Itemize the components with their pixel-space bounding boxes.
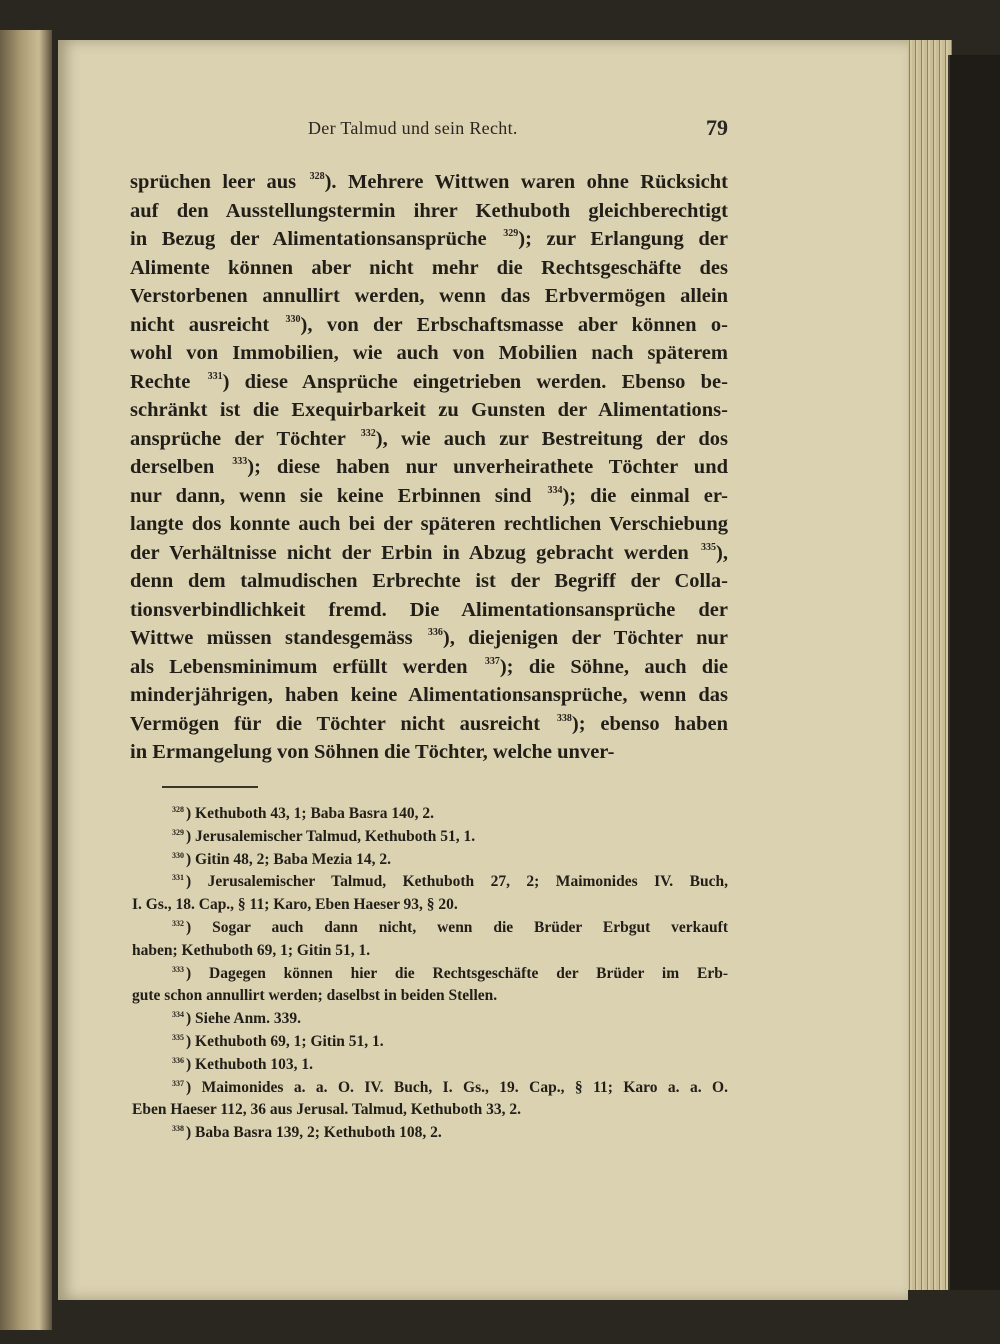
footnote-line xyxy=(132,1077,728,1100)
footnote-line xyxy=(132,1099,728,1122)
text-segment: nicht ausreicht xyxy=(130,313,284,336)
text-line xyxy=(130,311,728,340)
footnote-line xyxy=(132,849,728,872)
text-segment: in Bezug der Alimentationsansprüche xyxy=(130,228,502,250)
footnotes xyxy=(132,803,728,1145)
footnote-paren: ) xyxy=(186,873,208,891)
footnote-paren: ) xyxy=(186,964,209,982)
text-segment: Alimente können aber nicht mehr die Rechtsgeschäfte des xyxy=(130,256,728,279)
footnote-ref: 332 xyxy=(360,427,376,439)
footnote-text: Baba Basra 139, 2; Kethuboth 108, 2. xyxy=(195,1124,442,1142)
footnote-text: Gitin 48, 2; Baba Mezia 14, 2. xyxy=(195,850,391,868)
text-segment: Vermögen für die Töchter nicht ausreicht xyxy=(130,712,555,735)
text-line xyxy=(130,653,728,682)
footnote-number: 329 xyxy=(172,827,184,837)
text-segment: ); ebenso haben xyxy=(571,712,728,735)
footnote-paren: ) xyxy=(186,1124,196,1142)
page-number: 79 xyxy=(706,115,728,140)
running-header xyxy=(130,115,728,143)
footnote-number: 337 xyxy=(172,1078,184,1088)
text-segment: Verstorbenen annullirt werden, wenn das Erbvermögen allein xyxy=(130,285,728,307)
text-line xyxy=(130,567,728,596)
footnote-paren: ) xyxy=(186,1010,196,1028)
book-cover xyxy=(948,55,1000,1290)
footnote-number: 334 xyxy=(172,1010,184,1020)
text-segment: ), von der Erbschaftsmasse aber können o- xyxy=(300,313,728,336)
footnote-number: 333 xyxy=(172,964,184,974)
text-segment: derselben xyxy=(130,456,231,478)
footnote-text: Maimonides a. a. O. IV. Buch, I. Gs., 19. Cap., § 11; Karo a. a. O. xyxy=(201,1078,728,1096)
footnote-line xyxy=(132,940,728,963)
footnote-text: Kethuboth 69, 1; Gitin 51, 1. xyxy=(195,1032,384,1050)
text-segment: Wittwe müssen standesgemäss xyxy=(130,627,426,649)
text-segment: ), xyxy=(716,541,728,564)
text-line xyxy=(130,710,728,739)
text-line xyxy=(130,738,728,767)
footnote-text: haben; Kethuboth 69, 1; Gitin 51, 1. xyxy=(132,941,371,959)
footnote-paren: ) xyxy=(186,1078,202,1096)
footnote-line xyxy=(132,1122,728,1145)
text-line xyxy=(130,396,728,425)
footnote-ref: 335 xyxy=(701,541,717,553)
footnote-line xyxy=(132,1054,728,1077)
footnote-number: 328 xyxy=(172,805,184,814)
text-line xyxy=(130,254,728,283)
text-segment: nur dann, wenn sie keine Erbinnen sind xyxy=(130,484,546,507)
text-segment: auf den Ausstellungstermin ihrer Kethuboth gleichberechtigt xyxy=(130,199,728,222)
text-line xyxy=(130,339,728,368)
text-segment: ), wie auch zur Bestreitung der dos xyxy=(375,427,728,450)
footnote-line xyxy=(132,963,728,986)
footnote-number: 332 xyxy=(172,918,184,928)
text-segment: in Ermangelung von Söhnen die Töchter, welche unver- xyxy=(130,741,615,763)
running-title: Der Talmud und sein Recht. xyxy=(308,118,518,138)
footnote-number: 335 xyxy=(172,1032,184,1042)
text-segment: ); zur Erlangung der xyxy=(518,228,728,250)
footnote-paren: ) xyxy=(186,805,196,822)
text-segment: ); diese haben nur unverheirathete Töchter und xyxy=(247,456,729,478)
footnote-text: gute schon annullirt werden; daselbst in beiden Stellen. xyxy=(132,987,498,1005)
footnote-ref: 329 xyxy=(503,228,519,239)
text-segment: ), diejenigen der Töchter nur xyxy=(442,627,728,649)
text-line xyxy=(130,368,728,397)
footnote-paren: ) xyxy=(186,1055,196,1073)
footnote-text: I. Gs., 18. Cap., § 11; Karo, Eben Haeser 93, § 20. xyxy=(132,896,458,914)
footnote-line xyxy=(132,1031,728,1054)
text-line xyxy=(130,282,728,311)
footnote-ref: 334 xyxy=(547,484,563,496)
text-line xyxy=(130,596,728,625)
footnote-paren: ) xyxy=(186,1032,196,1050)
footnote-paren: ) xyxy=(186,918,213,936)
text-line xyxy=(130,425,728,454)
text-segment: als Lebensminimum erfüllt werden xyxy=(130,655,483,678)
text-line xyxy=(130,539,728,568)
footnote-rule xyxy=(162,786,258,788)
text-segment: minderjährigen, haben keine Alimentationsansprüche, wenn das xyxy=(130,684,728,706)
text-line xyxy=(130,681,728,710)
footnote-text: Eben Haeser 112, 36 aus Jerusal. Talmud, Kethuboth 33, 2. xyxy=(132,1101,522,1119)
text-segment: denn dem talmudischen Erbrechte ist der Begriff der Colla- xyxy=(130,570,728,592)
footnote-text: Siehe Anm. 339. xyxy=(195,1010,301,1028)
footnote-ref: 330 xyxy=(285,313,301,325)
text-segment: ). Mehrere Wittwen waren ohne Rücksicht xyxy=(324,171,728,193)
text-line xyxy=(130,510,728,539)
text-segment: ansprüche der Töchter xyxy=(130,427,359,450)
footnote-text: Jerusalemischer Talmud, Kethuboth 51, 1. xyxy=(195,827,476,845)
footnote-number: 338 xyxy=(172,1124,184,1134)
footnote-ref: 338 xyxy=(556,712,572,724)
text-line xyxy=(130,197,728,226)
footnote-number: 336 xyxy=(172,1055,184,1065)
text-line xyxy=(130,225,728,254)
text-segment: Rechte xyxy=(130,370,206,393)
body-text xyxy=(130,168,728,767)
text-segment: ); die einmal er- xyxy=(562,484,728,507)
footnote-line xyxy=(132,917,728,940)
footnote-text: Kethuboth 43, 1; Baba Basra 140, 2. xyxy=(195,805,435,822)
footnote-text: Sogar auch dann nicht, wenn die Brüder Erbgut verkauft xyxy=(212,918,728,936)
footnote-ref: 336 xyxy=(427,627,443,638)
footnote-line xyxy=(132,803,728,826)
text-segment: der Verhältnisse nicht der Erbin in Abzug gebracht werden xyxy=(130,541,700,564)
footnote-ref: 337 xyxy=(484,655,500,667)
footnote-text: Jerusalemischer Talmud, Kethuboth 27, 2; Maimonides IV. Buch, xyxy=(207,873,728,891)
footnote-text: Dagegen können hier die Rechtsgeschäfte der Brüder im Erb- xyxy=(209,964,728,982)
text-line xyxy=(130,453,728,482)
text-line xyxy=(130,624,728,653)
text-segment: langte dos konnte auch bei der späteren rechtlichen Verschiebung xyxy=(130,513,728,535)
footnote-line xyxy=(132,1008,728,1031)
text-segment: tionsverbindlichkeit fremd. Die Alimentationsansprüche der xyxy=(130,598,728,621)
text-segment: schränkt ist die Exequirbarkeit zu Gunsten der Alimentations- xyxy=(130,399,728,421)
footnote-text: Kethuboth 103, 1. xyxy=(195,1055,314,1073)
footnote-paren: ) xyxy=(186,850,196,868)
text-segment: ); die Söhne, auch die xyxy=(499,655,729,678)
footnote-number: 330 xyxy=(172,850,184,860)
text-segment: sprüchen leer aus xyxy=(130,171,308,193)
text-segment: wohl von Immobilien, wie auch von Mobilien nach späterem xyxy=(130,342,728,364)
footnote-line xyxy=(132,894,728,917)
footnote-line xyxy=(132,985,728,1008)
text-segment: ) diese Ansprüche eingetrieben werden. Ebenso be- xyxy=(222,370,728,393)
footnote-ref: 331 xyxy=(207,370,223,382)
left-page-edge xyxy=(0,30,52,1330)
footnote-line xyxy=(132,871,728,894)
footnote-ref: 328 xyxy=(309,171,325,182)
text-line xyxy=(130,168,728,197)
footnote-number: 331 xyxy=(172,873,184,883)
footnote-line xyxy=(132,826,728,849)
footnote-ref: 333 xyxy=(232,456,248,467)
footnote-paren: ) xyxy=(186,827,196,845)
text-line xyxy=(130,482,728,511)
